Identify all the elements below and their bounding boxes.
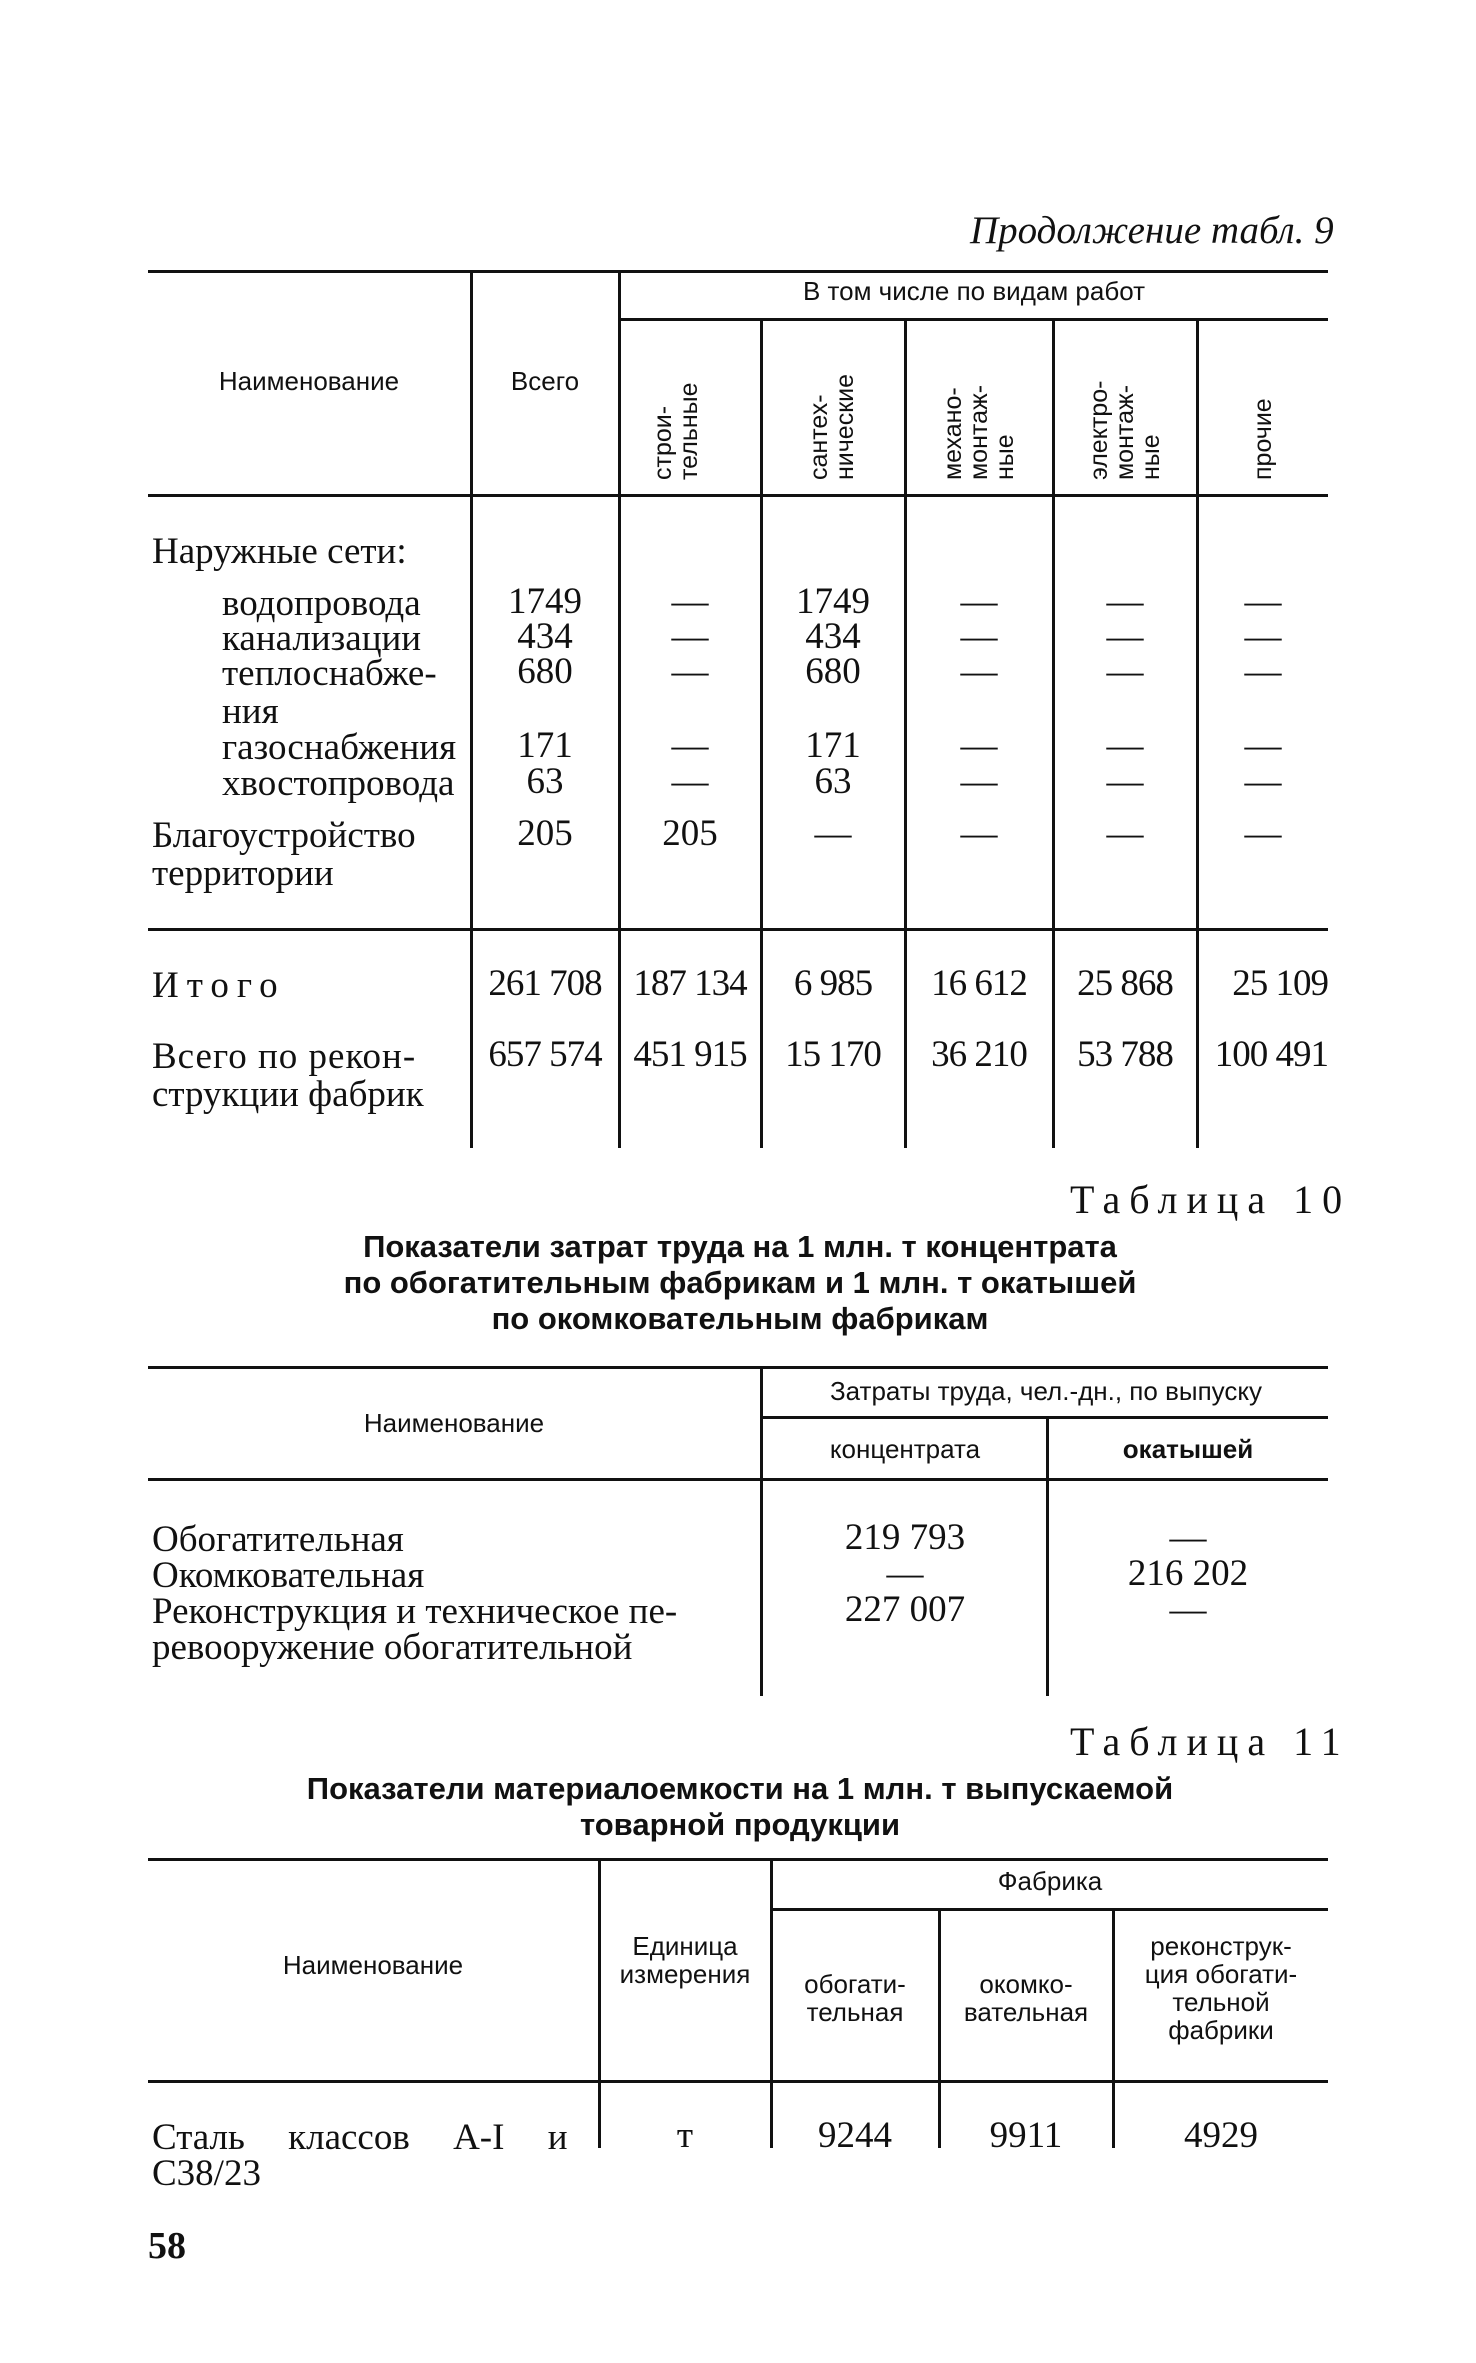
table11-header-rule xyxy=(148,2080,1328,2083)
table-cell: — xyxy=(1106,761,1144,802)
table-cell: 434 xyxy=(805,616,861,657)
table-cell: — xyxy=(1106,581,1144,622)
table-cell: 171 xyxy=(805,725,861,766)
table9-caption: Продолжение табл. 9 xyxy=(970,209,1334,252)
table-cell: 63 xyxy=(526,761,564,802)
table-cell: — xyxy=(1244,725,1282,766)
table9-col-divider xyxy=(618,270,621,1148)
table11-col-divider xyxy=(598,1858,601,2148)
table-cell: — xyxy=(1106,813,1144,854)
table10-group-rule xyxy=(762,1416,1328,1419)
table9-col-divider xyxy=(470,270,473,1148)
table-cell: 451 915 xyxy=(633,1034,747,1075)
table-cell: — xyxy=(1244,651,1282,692)
table-row-name-cont: территории xyxy=(152,853,334,894)
table-cell: — xyxy=(960,761,998,802)
table-cell: 680 xyxy=(517,651,573,692)
table11-header-concentrator: обогати- тельная xyxy=(804,1969,906,2027)
table-row-name: газоснабжения xyxy=(222,727,457,768)
table-row-name: хвостопровода xyxy=(222,763,455,804)
table-cell: 6 985 xyxy=(793,963,873,1004)
table-row-name: Обогатительная xyxy=(152,1519,404,1560)
table10-title-line: по окомковательным фабрикам xyxy=(491,1301,989,1336)
table-row-name: водопровода xyxy=(222,583,421,624)
table-cell: 434 xyxy=(517,616,573,657)
table9-header-other: прочие xyxy=(1249,398,1277,480)
table11-header-reconstruction: реконструк- ция обогати- тельной фабрики xyxy=(1144,1931,1298,2045)
table10-header-rule xyxy=(148,1478,1328,1481)
table-cell: 9244 xyxy=(818,2115,892,2156)
table-cell: — xyxy=(671,616,709,657)
table11-header-pelletizer: окомко- вательная xyxy=(963,1969,1089,2027)
table-cell: 219 793 xyxy=(844,1517,966,1558)
table-cell: 100 491 xyxy=(1214,1034,1328,1075)
table-cell: 4929 xyxy=(1184,2115,1258,2156)
table-cell: — xyxy=(671,581,709,622)
table9-header-mechanical: механо- монтаж- ные xyxy=(939,384,1019,480)
table-cell: — xyxy=(1244,581,1282,622)
table9-grand-total-label-cont: струкции фабрик xyxy=(152,1074,424,1115)
table11-title-line: Показатели материалоемкости на 1 млн. т выпускаемой xyxy=(306,1771,1174,1806)
table-cell: 205 xyxy=(517,813,573,854)
table-cell: — xyxy=(671,725,709,766)
table9-header-rule xyxy=(148,494,1328,497)
table9-header-group: В том числе по видам работ xyxy=(802,276,1146,306)
table9-top-rule xyxy=(148,270,1328,273)
table10-header-pellets: окатышей xyxy=(1122,1434,1254,1464)
table-cell: 16 612 xyxy=(931,963,1027,1004)
table-cell: — xyxy=(814,813,852,854)
table-cell: — xyxy=(1169,1517,1207,1558)
table-row-name-cont: ния xyxy=(222,691,279,732)
table-cell: 657 574 xyxy=(488,1034,602,1075)
table10-caption: Таблица 10 xyxy=(1070,1177,1352,1222)
table-cell: — xyxy=(886,1553,924,1594)
table-cell: 205 xyxy=(662,813,718,854)
table10-header-name: Наименование xyxy=(363,1408,545,1438)
table9-total-label: Итого xyxy=(152,965,286,1006)
table-cell: 1749 xyxy=(796,581,870,622)
table-cell: 63 xyxy=(814,761,852,802)
table-cell: — xyxy=(671,761,709,802)
table9-header-name: Наименование xyxy=(218,366,400,396)
table-cell: 227 007 xyxy=(844,1589,966,1630)
table11-header-group: Фабрика xyxy=(997,1866,1103,1896)
table11-header-name: Наименование xyxy=(282,1950,464,1980)
table-cell: — xyxy=(1169,1589,1207,1630)
table9-section-label: Наружные сети: xyxy=(152,531,407,572)
table-cell: — xyxy=(960,581,998,622)
table11-header-unit: Единица измерения xyxy=(619,1931,751,1989)
table-row-name-cont: С38/23 xyxy=(152,2153,261,2194)
table9-header-construction: строи- тельные xyxy=(649,382,703,480)
table-cell: — xyxy=(1106,616,1144,657)
table-cell: 25 109 xyxy=(1232,963,1328,1004)
table-cell: — xyxy=(671,651,709,692)
table10-title-line: по обогатительным фабрикам и 1 млн. т окатышей xyxy=(343,1265,1137,1300)
table10-top-rule xyxy=(148,1366,1328,1369)
table-cell: — xyxy=(1106,725,1144,766)
table11-group-rule xyxy=(772,1908,1328,1911)
table-cell: 171 xyxy=(517,725,573,766)
table-cell: 9911 xyxy=(989,2115,1063,2156)
table-cell: т xyxy=(676,2115,694,2156)
table-row-name: Реконструкция и техническое пе- xyxy=(152,1591,678,1632)
table-row-name: Благоустройство xyxy=(152,815,416,856)
table-cell: 187 134 xyxy=(633,963,747,1004)
table-cell: — xyxy=(960,725,998,766)
table-row-name: канализации xyxy=(222,618,422,659)
table9-header-electrical: электро- монтаж- ные xyxy=(1085,380,1165,480)
table-row-name: Окомковательная xyxy=(152,1555,425,1596)
table-cell: — xyxy=(960,616,998,657)
table9-header-plumbing: сантех- нические xyxy=(805,373,859,480)
page-number: 58 xyxy=(148,2225,186,2267)
table-cell: 53 788 xyxy=(1077,1034,1173,1075)
table-cell: 36 210 xyxy=(931,1034,1027,1075)
table10-col-divider xyxy=(760,1366,763,1696)
table9-grand-total-label: Всего по рекон- xyxy=(152,1036,417,1077)
table9-header-total: Всего xyxy=(510,366,580,396)
table11-caption: Таблица 11 xyxy=(1070,1719,1350,1764)
table-cell: 1749 xyxy=(508,581,582,622)
table-row-name: теплоснабже- xyxy=(222,653,437,694)
table-cell: — xyxy=(960,813,998,854)
table-cell: 680 xyxy=(805,651,861,692)
table-cell: — xyxy=(960,651,998,692)
table-row-name: Сталь классов А-I и xyxy=(152,2117,568,2158)
table11-title-line: товарной продукции xyxy=(579,1807,901,1842)
table10-title-line: Показатели затрат труда на 1 млн. т концентрата xyxy=(363,1229,1117,1264)
table-cell: 15 170 xyxy=(785,1034,881,1075)
table-cell: — xyxy=(1244,616,1282,657)
table-row-name-cont: ревооружение обогатительной xyxy=(152,1627,633,1668)
table11-top-rule xyxy=(148,1858,1328,1861)
table-cell: — xyxy=(1244,761,1282,802)
table-cell: — xyxy=(1106,651,1144,692)
table10-header-concentrate: концентрата xyxy=(829,1434,981,1464)
table10-header-group: Затраты труда, чел.-дн., по выпуску xyxy=(829,1376,1263,1406)
table-cell: 25 868 xyxy=(1077,963,1173,1004)
table11-col-divider xyxy=(938,1908,941,2148)
table9-total-rule xyxy=(148,928,1328,931)
table9-group-rule xyxy=(618,318,1328,321)
table-cell: 216 202 xyxy=(1127,1553,1249,1594)
table-cell: 261 708 xyxy=(488,963,602,1004)
table-cell: — xyxy=(1244,813,1282,854)
